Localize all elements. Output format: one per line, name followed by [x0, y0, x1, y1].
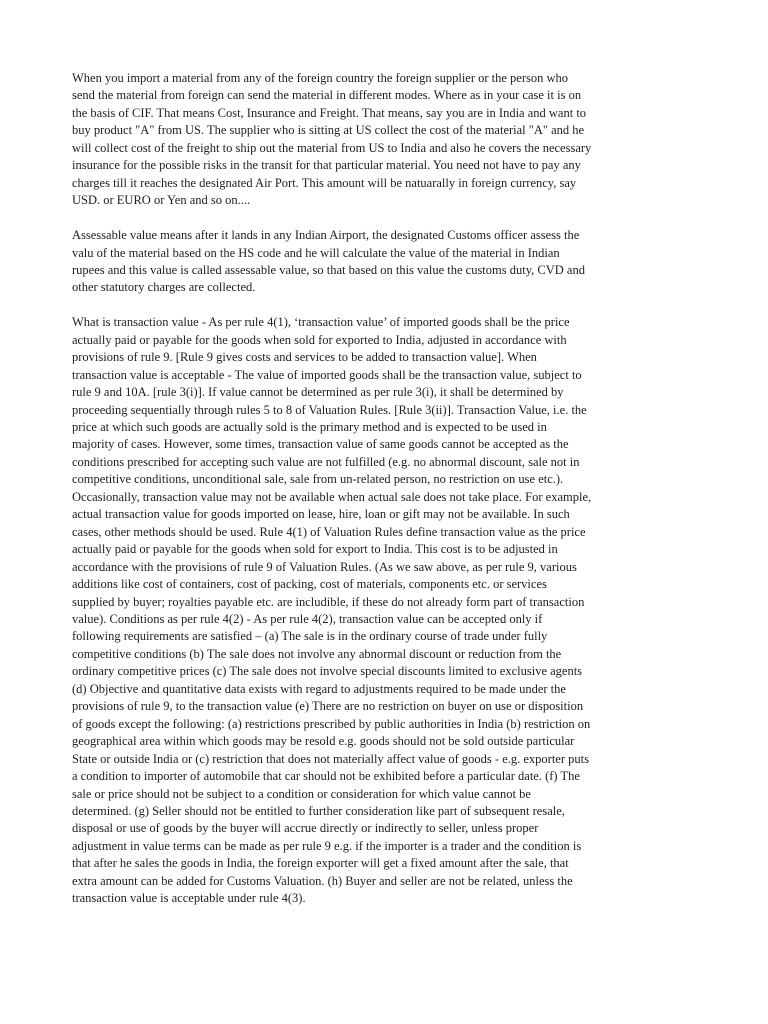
paragraph-2: [72, 227, 712, 297]
text-line: sale or price should not be subject to a condition or consideration for which value cannot be: [72, 786, 531, 801]
text-line: other statutory charges are collected.: [72, 280, 256, 295]
text-line: of goods except the following: (a) restrictions prescribed by public authorities in India (b) restriction on: [72, 716, 591, 731]
text-line: valu of the material based on the HS code and he will calculate the value of the material in Indian: [72, 245, 560, 260]
text-line: transaction value is acceptable under rule 4(3).: [72, 891, 306, 906]
text-line: price at which such goods are actually sold is the primary method and is expected to be used in: [72, 420, 547, 435]
text-line: geographical area within which goods may be resold e.g. goods should not be sold outside particular: [72, 734, 575, 749]
text-line: following requirements are satisfied – (a) The sale is in the ordinary course of trade under fully: [72, 629, 548, 644]
paragraph-3: [72, 314, 712, 907]
text-line: charges till it reaches the designated Air Port. This amount will be natuarally in foreign currency, say: [72, 175, 577, 190]
text-line: accordance with the provisions of rule 9 of Valuation Rules. (As we saw above, as per rule 9, various: [72, 559, 577, 574]
text-line: proceeding sequentially through rules 5 to 8 of Valuation Rules. [Rule 3(ii)]. Transaction Value, i.e. the: [72, 402, 587, 417]
text-line: rupees and this value is called assessable value, so that based on this value the customs duty, CVD and: [72, 262, 585, 277]
text-line: ordinary competitive prices (c) The sale does not involve special discounts limited to exclusive agents: [72, 664, 583, 679]
text-line: (d) Objective and quantitative data exists with regard to adjustments required to be made under the: [72, 681, 566, 696]
paragraph-1: [72, 70, 712, 210]
text-line: Occasionally, transaction value may not be available when actual sale does not take place. For example,: [72, 489, 592, 504]
text-line: State or outside India or (c) restriction that does not materially affect value of goods - e.g. exporter puts: [72, 751, 589, 766]
text-line: extra amount can be added for Customs Valuation. (h) Buyer and seller are not be related, unless the: [72, 873, 573, 888]
text-line: cases, other methods should be used. Rule 4(1) of Valuation Rules define transaction value as the price: [72, 524, 586, 539]
text-line: supplied by buyer; royalties payable etc. are includible, if these do not already form part of transaction: [72, 594, 585, 609]
text-line: transaction value is acceptable - The value of imported goods shall be the transaction value, subject to: [72, 367, 582, 382]
document-body: [72, 70, 712, 925]
text-line: that after he sales the goods in India, the foreign exporter will get a fixed amount after the sale, that: [72, 856, 569, 871]
text-line: competitive conditions (b) The sale does not involve any abnormal discount or reduction from the: [72, 646, 562, 661]
text-line: the basis of CIF. That means Cost, Insurance and Freight. That means, say you are in India and want to: [72, 105, 587, 120]
text-line: What is transaction value - As per rule 4(1), ‘transaction value’ of imported goods shall be the price: [72, 315, 570, 330]
text-line: provisions of rule 9, to the transaction value (e) There are no restriction on buyer on use or disposition: [72, 699, 584, 714]
text-line: competitive conditions, unconditional sale, sale from un-related person, no restriction on use etc.).: [72, 472, 564, 487]
text-line: provisions of rule 9. [Rule 9 gives costs and services to be added to transaction value]. When: [72, 350, 537, 365]
text-line: USD. or EURO or Yen and so on....: [72, 193, 251, 208]
text-line: a condition to importer of automobile that car should not be exhibited before a particular date. (f) The: [72, 769, 580, 784]
text-line: When you import a material from any of the foreign country the foreign supplier or the person who: [72, 71, 569, 85]
text-line: send the material from foreign can send the material in different modes. Where as in your case it is on: [72, 88, 582, 103]
text-line: disposal or use of goods by the buyer will accrue directly or indirectly to seller, unless proper: [72, 821, 539, 836]
text-line: Assessable value means after it lands in any Indian Airport, the designated Customs officer assess the: [72, 228, 580, 243]
text-line: buy product "A" from US. The supplier who is sitting at US collect the cost of the material "A" and he: [72, 123, 585, 138]
text-line: insurance for the possible risks in the transit for that particular material. You need not have to pay any: [72, 158, 581, 173]
text-line: actual transaction value for goods imported on lease, hire, loan or gift may not be available. In such: [72, 507, 570, 522]
text-line: actually paid or payable for the goods when sold for export to India. This cost is to be adjusted in: [72, 542, 558, 557]
text-line: additions like cost of containers, cost of packing, cost of materials, components etc. or services: [72, 577, 547, 592]
text-line: will collect cost of the freight to ship out the material from US to India and also he covers the necessary: [72, 140, 592, 155]
text-line: rule 9 and 10A. [rule 3(i)]. If value cannot be determined as per rule 3(i), it shall be determined by: [72, 385, 564, 400]
text-line: majority of cases. However, some times, transaction value of same goods cannot be accepted as the: [72, 437, 569, 452]
text-line: conditions prescribed for accepting such value are not fulfilled (e.g. no abnormal discount, sale not in: [72, 454, 580, 469]
text-line: value). Conditions as per rule 4(2) - As per rule 4(2), transaction value can be accepted only if: [72, 612, 543, 627]
text-line: determined. (g) Seller should not be entitled to further consideration like part of subsequent resale,: [72, 804, 565, 818]
text-line: adjustment in value terms can be made as per rule 9 e.g. if the importer is a trader and the condition is: [72, 838, 582, 853]
text-line: actually paid or payable for the goods when sold for exported to India, adjusted in accordance with: [72, 332, 567, 347]
